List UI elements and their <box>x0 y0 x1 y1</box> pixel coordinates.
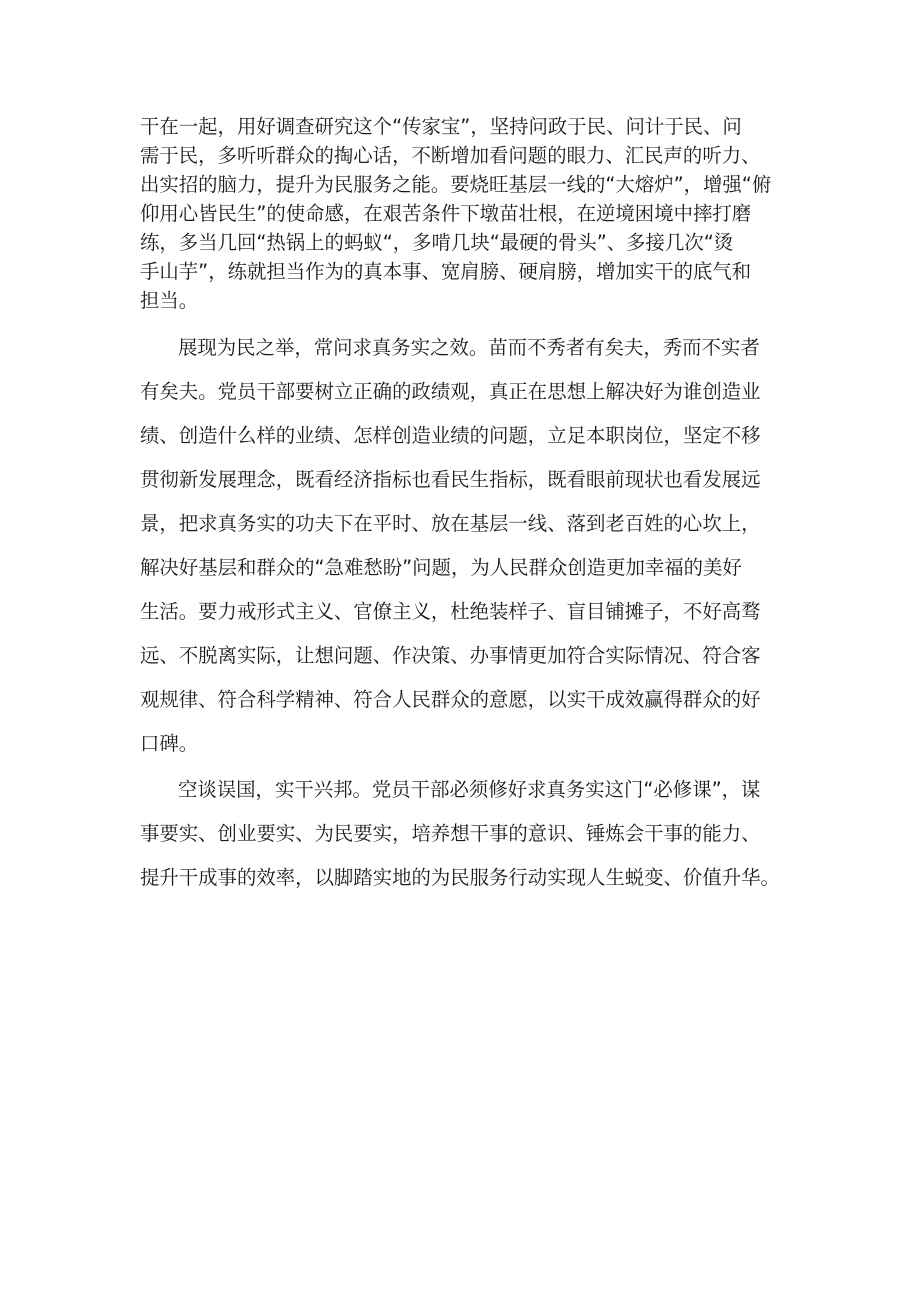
paragraph-line: 提升干成事的效率，以脚踏实地的为民服务行动实现人生蜕变、价值升华。 <box>140 866 780 889</box>
paragraph-line: 出实招的脑力，提升为民服务之能。要烧旺基层一线的“大熔炉”，增强“俯 <box>140 173 772 196</box>
paragraph-line: 观规律、符合科学精神、符合人民群众的意愿，以实干成效赢得群众的好 <box>140 688 761 711</box>
paragraph-line: 解决好基层和群众的“急难愁盼”问题，为人民群众创造更加幸福的美好 <box>140 556 742 579</box>
paragraph-line: 有矣夫。党员干部要树立正确的政绩观，真正在思想上解决好为谁创造业 <box>140 380 761 403</box>
paragraph-line: 练，多当几回“热锅上的蚂蚁“，多啃几块“最硬的骨头”、多接几次“烫 <box>140 231 734 254</box>
paragraph-line: 空谈误国，实干兴邦。党员干部必须修好求真务实这门“必修课”，谋 <box>178 778 761 801</box>
paragraph-line: 远、不脱离实际，让想问题、作决策、办事情更加符合实际情况、符合客 <box>140 644 761 667</box>
paragraph-line: 景，把求真务实的功夫下在平时、放在基层一线、落到老百姓的心坎上， <box>140 512 761 535</box>
paragraph-line: 生活。要力戒形式主义、官僚主义，杜绝装样子、盲目铺摊子，不好高骛 <box>140 600 761 623</box>
paragraph-line: 需于民，多听听群众的掏心话，不断增加看问题的眼力、汇民声的听力、 <box>140 144 761 167</box>
paragraph-line: 干在一起，用好调查研究这个“传家宝”，坚持问政于民、问计于民、问 <box>140 115 742 138</box>
paragraph-line: 手山芋”，练就担当作为的真本事、宽肩膀、硬肩膀，增加实干的底气和 <box>140 260 752 283</box>
paragraph-line: 展现为民之举，常问求真务实之效。苗而不秀者有矣夫，秀而不实者 <box>178 336 760 359</box>
paragraph-line: 仰用心皆民生”的使命感，在艰苦条件下墩苗壮根，在逆境困境中摔打磨 <box>140 202 752 225</box>
paragraph-line: 担当。 <box>140 289 199 312</box>
paragraph-line: 贯彻新发展理念，既看经济指标也看民生指标，既看眼前现状也看发展远 <box>140 468 761 491</box>
paragraph-line: 绩、创造什么样的业绩、怎样创造业绩的问题，立足本职岗位，坚定不移 <box>140 424 761 447</box>
paragraph-line: 口碑。 <box>140 732 199 755</box>
paragraph-line: 事要实、创业要实、为民要实，培养想干事的意识、锤炼会干事的能力、 <box>140 822 761 845</box>
